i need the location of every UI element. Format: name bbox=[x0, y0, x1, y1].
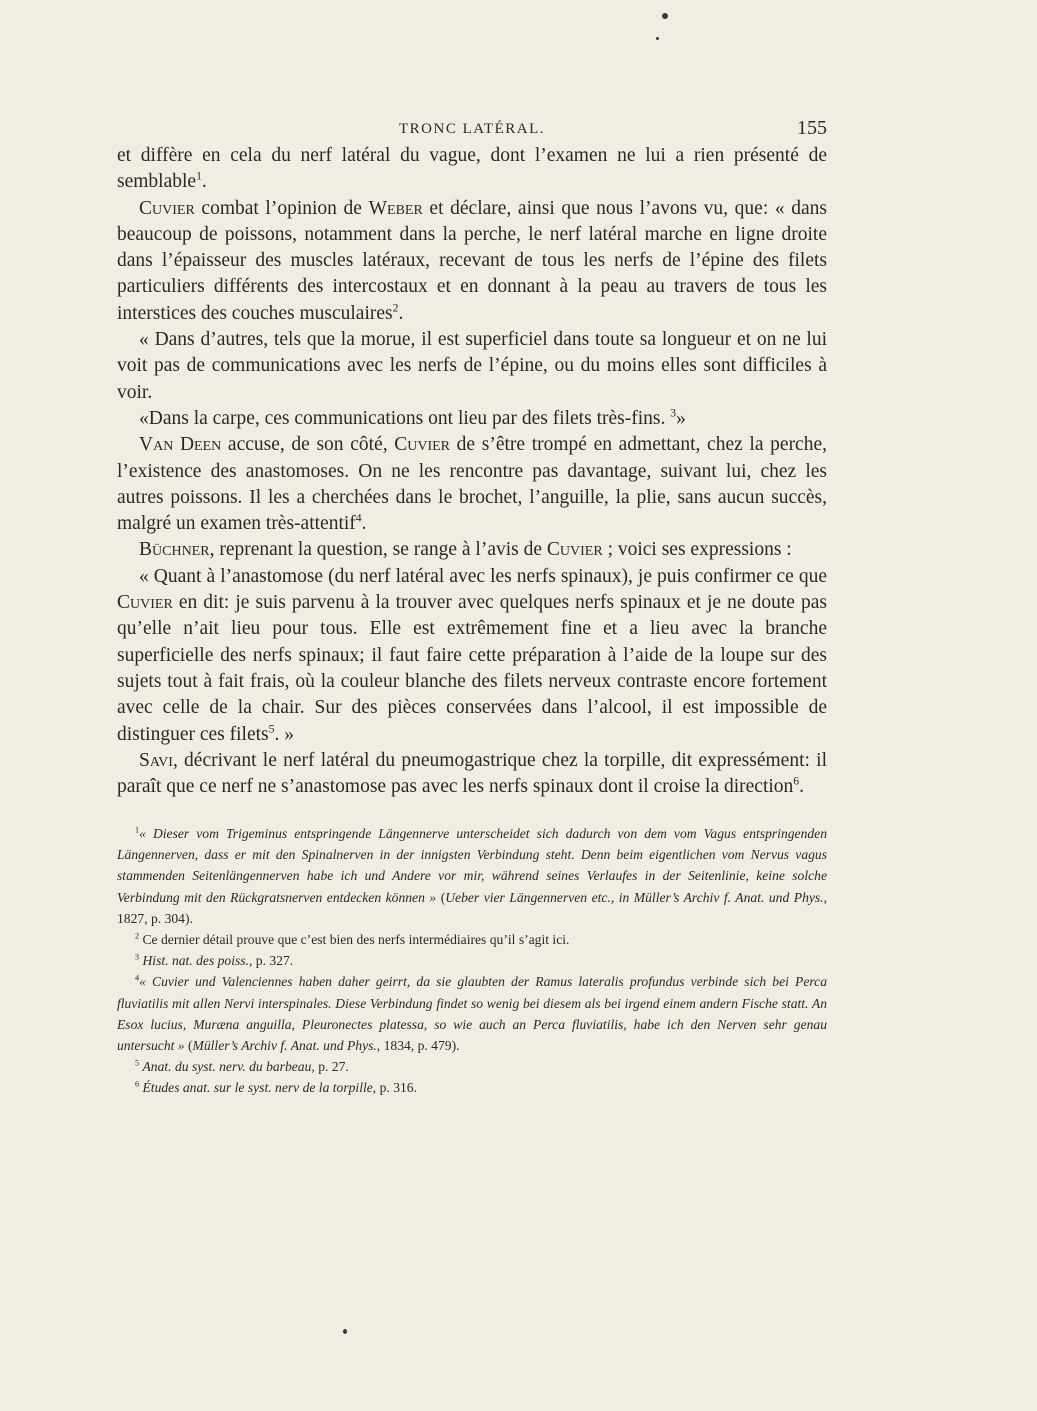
footnote-number: 1 bbox=[135, 825, 140, 835]
footnote: $^4$« Cuvier und Valenciennes haben daher geirrt, da sie glaubten der Ramus lateralis profundus verbinde sich bei Perca fluviatilis mit allen Nervi interspinales. Diese Verbindung findet so wenig bei diesem als bei irgend einem andern Fische statt. An Esox lucius, Muræna anguilla, Pleuronectes platessa, so wie auch an Perca fluviatilis, habe ich den Nerven sehr genau untersucht » (Müller’s Archiv f. Anat. und Phys., 1834, p. 479). bbox=[117, 973, 827, 1054]
footnote-number: 4 bbox=[135, 973, 140, 983]
citation: Müller’s Archiv f. Anat. und Phys. bbox=[192, 1038, 377, 1054]
footnote-number: 2 bbox=[135, 931, 140, 941]
footnote bbox=[117, 929, 827, 950]
page-number: 155 bbox=[797, 117, 827, 139]
author-name: Weber bbox=[368, 197, 423, 219]
paragraph: «Dans la carpe, ces communications ont lieu par des filets très-fins. $^3$» bbox=[139, 406, 686, 429]
footnotes bbox=[117, 823, 827, 1099]
paragraph: « Quant à l’anastomose (du nerf latéral avec les nerfs spinaux), je puis confirmer ce que Cuvier en dit: je suis parvenu à la trouver avec quelques nerfs spinaux et je ne doute pas qu’elle n’ait lieu pour tous. Elle est extrêmement fine et a lieu avec la branche superficielle des nerfs spinaux; il faut faire cette préparation à l’aide de la loupe sur des sujets tout à fait frais, où la couleur blanche des filets nerveux contraste encore fortement avec celle de la chair. Sur des pièces conservées dans l’alcool, il est impossible de distinguer ces filets$^5$. » bbox=[117, 565, 827, 745]
author-name: Cuvier bbox=[139, 197, 195, 219]
citation: Anat. du syst. nerv. du barbeau bbox=[142, 1059, 312, 1075]
footnote-ref: 5 bbox=[268, 722, 275, 736]
footnote-ref: 1 bbox=[196, 169, 202, 183]
author-name: Savi bbox=[139, 749, 173, 771]
author-name: Cuvier bbox=[394, 434, 451, 456]
footnote-ref: 6 bbox=[793, 774, 800, 788]
paragraph: Büchner, reprenant la question, se range à l’avis de Cuvier ; voici ses expressions : bbox=[139, 539, 792, 561]
footnote-number: 3 bbox=[135, 952, 140, 962]
body-text bbox=[117, 143, 827, 800]
footnote-ref: 3 bbox=[670, 406, 677, 420]
author-name: Cuvier bbox=[117, 592, 173, 614]
footnote-number: 6 bbox=[135, 1079, 140, 1089]
citation: Études anat. sur le syst. nerv de la torpille bbox=[142, 1080, 373, 1096]
citation: Ueber vier Längennerven etc., in Müller’s Archiv f. Anat. und Phys. bbox=[445, 889, 824, 905]
running-title: TRONC LATÉRAL. bbox=[399, 121, 545, 137]
paragraph: « Dans d’autres, tels que la morue, il est superficiel dans toute sa longueur et on ne lui voit pas de communications avec les nerfs de l’épine, ou du moins elles sont difficiles à voir. bbox=[117, 329, 827, 403]
footnote-number: 5 bbox=[135, 1058, 140, 1068]
paragraph: et diffère en cela du nerf latéral du vague, dont l’examen ne lui a rien présenté de semblable$^1$. bbox=[117, 145, 827, 193]
author-name: Van Deen bbox=[139, 434, 222, 456]
paragraph: Van Deen accuse, de son côté, Cuvier de s’être trompé en admettant, chez la perche, l’existence des anastomoses. On ne les rencontre pas davantage, suivant lui, chez les autres poissons. Il les a cherchées dans le brochet, l’anguille, la plie, sans aucun succès, malgré un examen très-attentif$^4$. bbox=[117, 434, 827, 535]
footnote: $^3$ Hist. nat. des poiss., p. 327. bbox=[135, 952, 294, 969]
footnote: $^1$« Dieser vom Trigeminus entspringende Längennerve unterscheidet sich dadurch von dem vom Vagus entspringenden Längennerven, dass er mit den Spinalnerven in der innigsten Verbindung steht. Denn beim eigentlichen vom Nervus vagus stammenden Seitenlängennerven habe ich und Andere vor mir, während seines Verlaufes in der Seitenlinie, keine solche Verbindung mit den Rückgratsnerven entdecken können » (Ueber vier Längennerven etc., in Müller’s Archiv f. Anat. und Phys., 1827, p. 304). bbox=[117, 825, 827, 926]
ink-speck bbox=[656, 37, 659, 40]
footnote-ref: 4 bbox=[355, 511, 362, 525]
citation: Hist. nat. des poiss. bbox=[142, 953, 249, 969]
footnote-ref: 2 bbox=[392, 301, 399, 315]
footnote: $^6$ Études anat. sur le syst. nerv de la torpille, p. 316. bbox=[135, 1079, 417, 1096]
footnote-quote: « Cuvier und Valenciennes haben daher geirrt, da sie glaubten der Ramus lateralis profundus verbinde sich bei Perca fluviatilis mit allen Nervi interspinales. Diese Verbindung findet so wenig bei diesem als bei irgend einem andern Fische statt. An Esox lucius, Muræna anguilla, Pleuronectes platessa, so wie auch an Perca fluviatilis, habe ich den Nerven sehr genau untersucht » bbox=[117, 974, 827, 1054]
paragraph: Cuvier combat l’opinion de Weber et déclare, ainsi que nous l’avons vu, que: « dans beaucoup de poissons, notamment dans la perche, le nerf latéral marche en ligne droite dans l’épaisseur des muscles latéraux, recevant de tous les nerfs de l’épine des filets particuliers différents des intercostaux et en donnant à la peau au travers de tous les interstices des couches musculaires$^2$. bbox=[117, 197, 827, 324]
ink-speck bbox=[343, 1329, 347, 1334]
ink-speck bbox=[662, 13, 668, 19]
paragraph: Savi, décrivant le nerf latéral du pneumogastrique chez la torpille, dit expressément: il paraît que ce nerf ne s’anastomose pas avec les nerfs spinaux dont il croise la direction$^6$. bbox=[117, 749, 827, 798]
author-name: Cuvier bbox=[546, 539, 603, 561]
running-head bbox=[117, 117, 827, 141]
footnote-text: Ce dernier détail prouve que c’est bien des nerfs intermédiaires qu’il s’agit ici. bbox=[142, 932, 570, 948]
author-name: Büchner bbox=[139, 539, 210, 561]
footnote: $^5$ Anat. du syst. nerv. du barbeau, p. 27. bbox=[135, 1058, 349, 1075]
footnote-quote: « Dieser vom Trigeminus entspringende Längennerve unterscheidet sich dadurch von dem vom Vagus entspringenden Längennerven, dass er mit den Spinalnerven in der innigsten Verbindung steht. Denn beim eigentlichen vom Nervus vagus stammenden Seitenlängennerven habe ich und Andere vor mir, während seines Verlaufes in der Seitenlinie, keine solche Verbindung mit den Rückgratsnerven entdecken können » bbox=[117, 826, 827, 905]
